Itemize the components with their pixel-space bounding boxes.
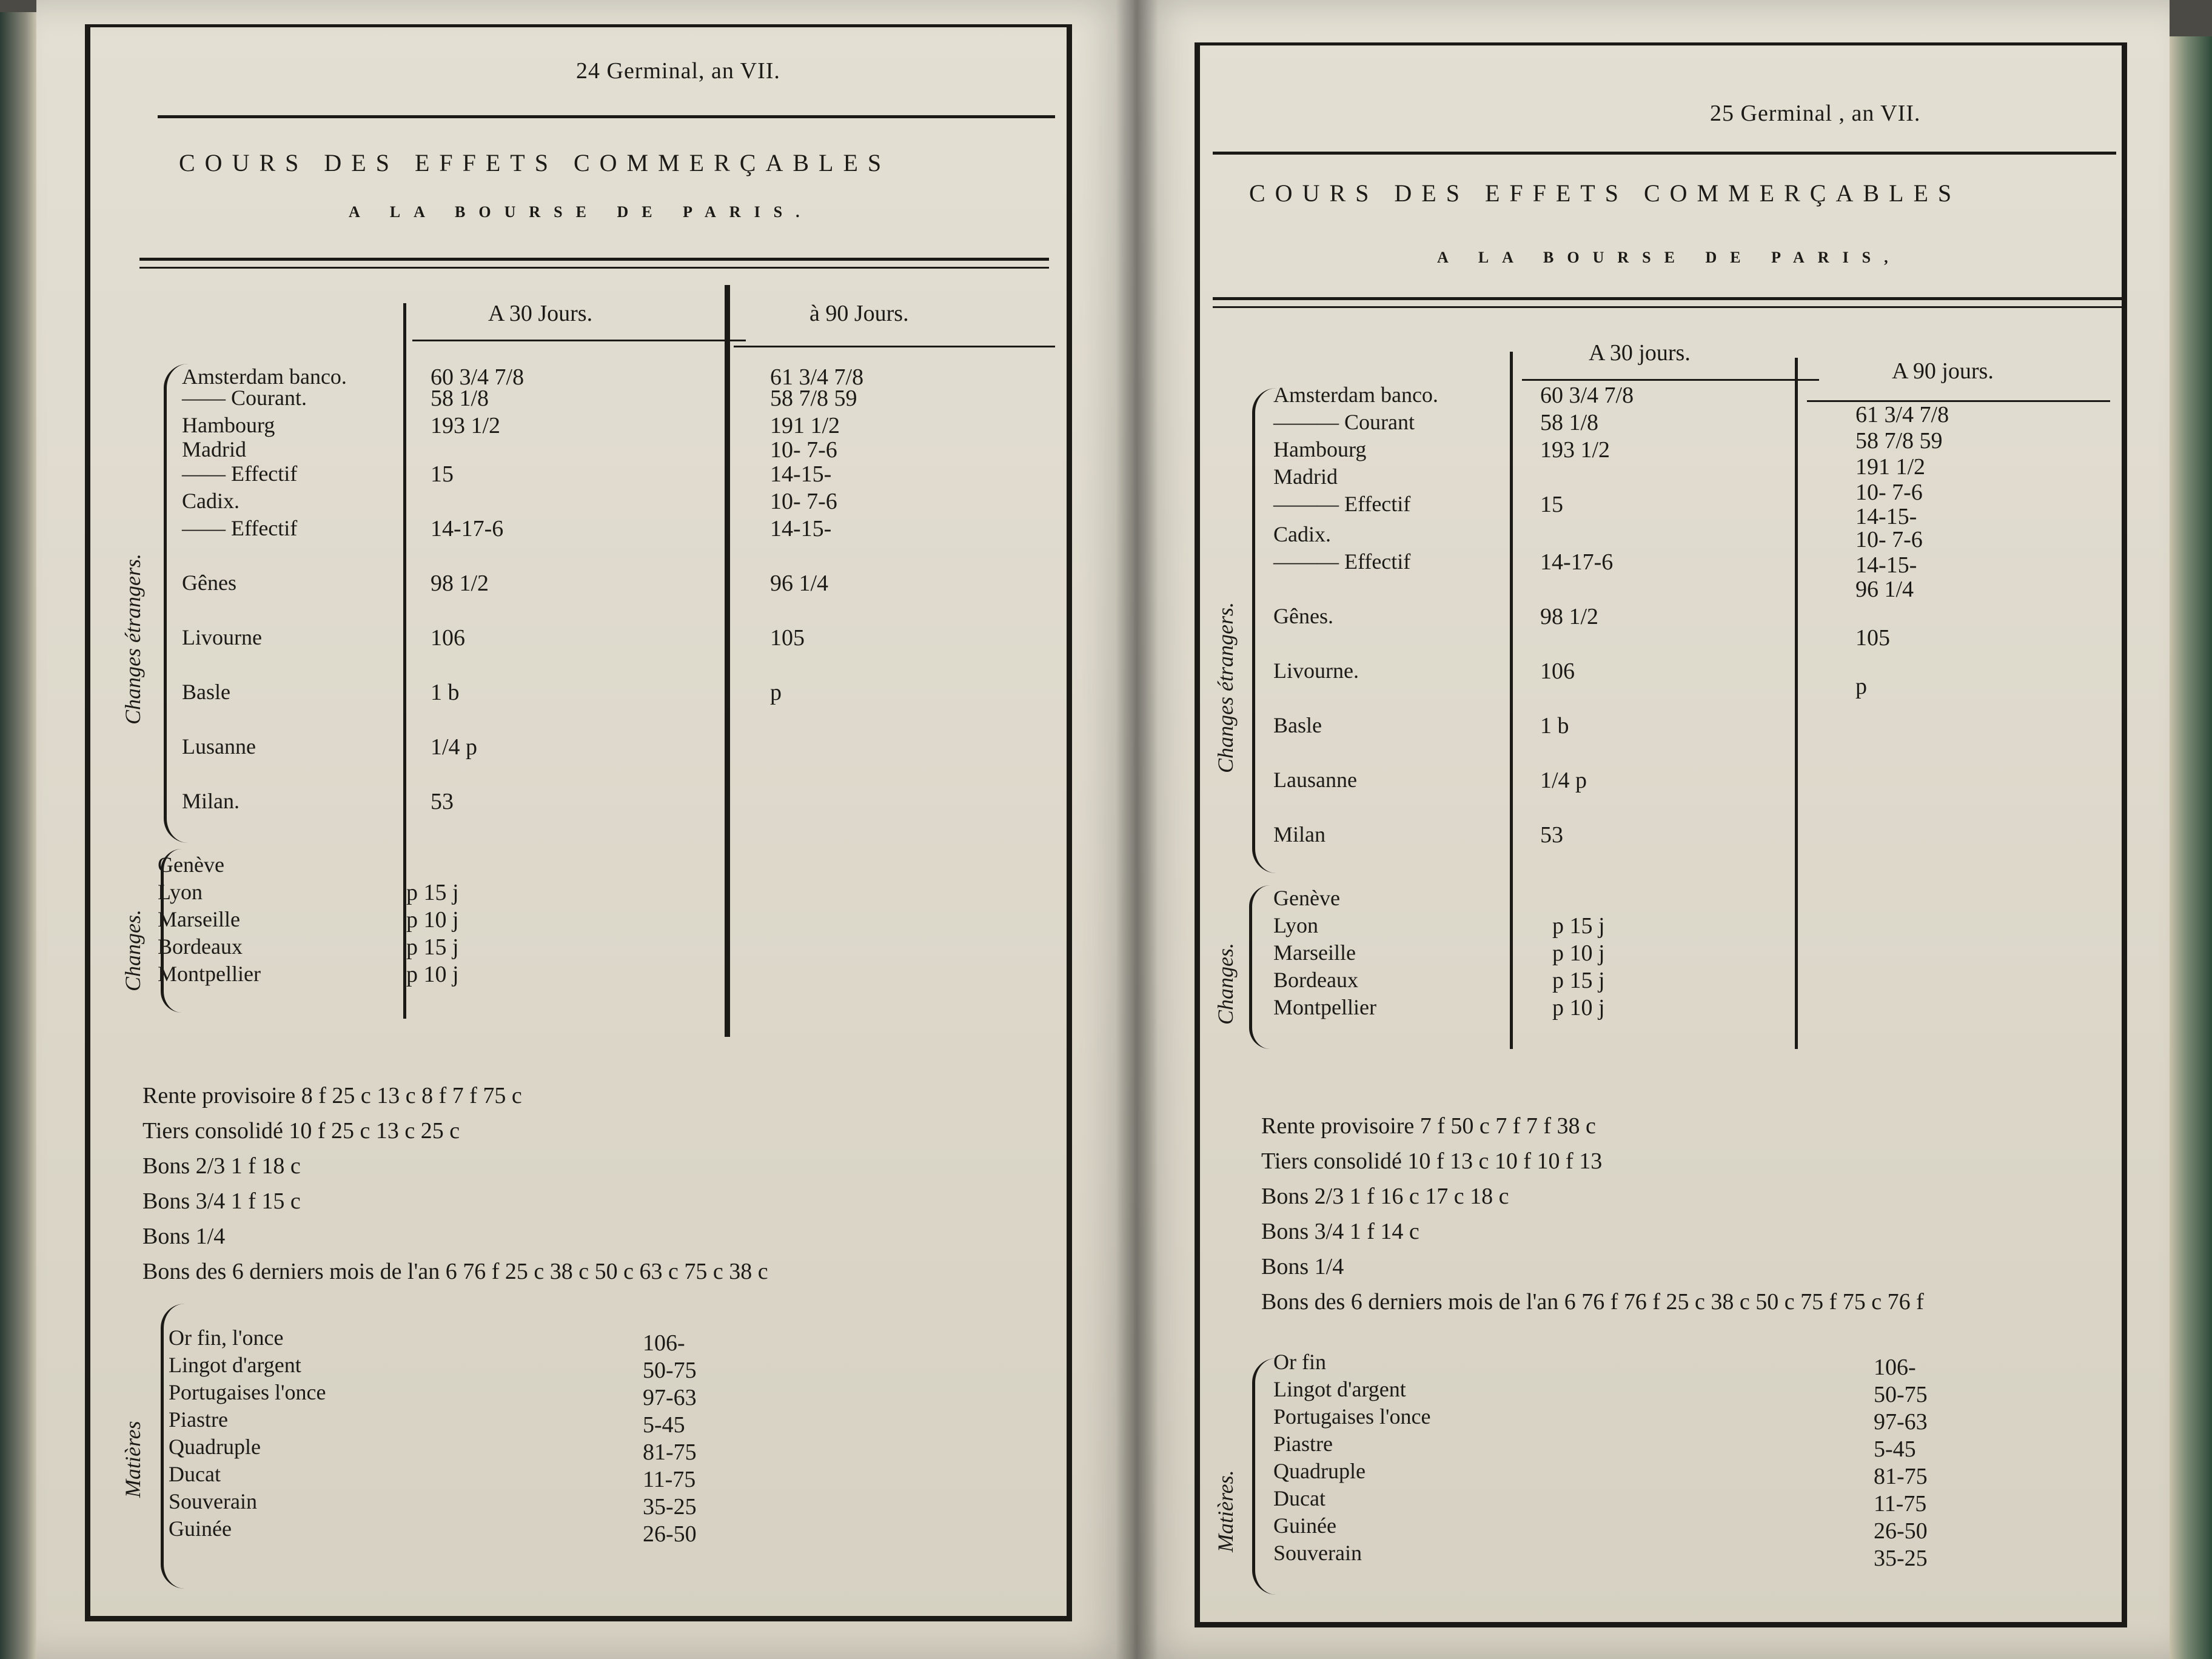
- exchange-value-90: 10- 7-6: [1855, 527, 1923, 552]
- exchange-label: Milan.: [182, 789, 240, 813]
- exchange-label: —— Courant.: [182, 386, 307, 410]
- matiere-label: Guinée: [169, 1517, 232, 1541]
- right-col-30-header: A 30 jours.: [1589, 340, 1691, 366]
- exchange-label: Basle: [1273, 713, 1322, 737]
- matiere-label: Souverain: [1273, 1541, 1362, 1565]
- matiere-value: 26-50: [1874, 1518, 1928, 1544]
- rente-line: Bons des 6 derniers mois de l'an 6 76 f 76 f 25 c 38 c 50 c 75 f 75 c 76 f: [1261, 1289, 1924, 1315]
- left-rule-top: [158, 115, 1055, 118]
- domestic-label: Genève: [1273, 886, 1340, 910]
- right-rule-top: [1213, 152, 2116, 155]
- rente-line: Rente provisoire 7 f 50 c 7 f 7 f 38 c: [1261, 1113, 1596, 1139]
- matiere-label: Quadruple: [169, 1435, 261, 1459]
- exchange-label: Cadix.: [182, 489, 240, 513]
- exchange-label: Livourne: [182, 625, 262, 649]
- exchange-value-90: 96 1/4: [770, 571, 829, 596]
- left-col-90-rule: [734, 346, 1055, 347]
- matiere-value: 50-75: [643, 1358, 697, 1383]
- domestic-label: Montpellier: [1273, 995, 1376, 1019]
- matiere-value: 81-75: [1874, 1464, 1928, 1489]
- right-subtitle: A LA BOURSE DE PARIS,: [1437, 249, 1902, 266]
- matiere-value: 5-45: [643, 1412, 685, 1438]
- exchange-value-30: 58 1/8: [431, 386, 489, 411]
- domestic-value-30: p 15 j: [406, 934, 459, 960]
- matiere-value: 26-50: [643, 1521, 697, 1547]
- left-side-label-changes: Changes.: [121, 910, 145, 991]
- exchange-value-90: 61 3/4 7/8: [770, 364, 864, 390]
- rente-line: Bons 1/4: [1261, 1254, 1344, 1279]
- domestic-label: Marseille: [1273, 940, 1356, 965]
- exchange-value-30: 14-17-6: [431, 516, 504, 541]
- right-col-divider-1: [1510, 352, 1513, 1049]
- matiere-label: Portugaises l'once: [169, 1380, 326, 1404]
- exchange-value-30: 98 1/2: [1540, 604, 1599, 629]
- right-side-label-changes: Changes.: [1213, 943, 1238, 1025]
- left-rule-title-2: [139, 267, 1049, 269]
- left-col-divider-2: [725, 285, 730, 1037]
- domestic-value-30: p 10 j: [406, 962, 459, 987]
- exchange-value-30: 15: [1540, 492, 1563, 517]
- matiere-label: Or fin, l'once: [169, 1326, 284, 1350]
- left-col-90-header: à 90 Jours.: [809, 301, 909, 326]
- matiere-label: Portugaises l'once: [1273, 1404, 1431, 1429]
- domestic-label: Bordeaux: [158, 934, 243, 959]
- matiere-value: 106-: [1874, 1355, 1916, 1380]
- exchange-value-90: 10- 7-6: [770, 489, 837, 514]
- rente-line: Bons 2/3 1 f 18 c: [142, 1153, 301, 1179]
- right-col-30-rule: [1522, 379, 1819, 381]
- domestic-label: Bordeaux: [1273, 968, 1358, 992]
- right-rule-title: [1213, 297, 2122, 300]
- exchange-label: Madrid: [182, 437, 246, 461]
- exchange-value-90: 191 1/2: [1855, 454, 1926, 480]
- exchange-value-30: 1 b: [1540, 713, 1569, 739]
- exchange-label: Lausanne: [1273, 768, 1357, 792]
- exchange-value-90: 10- 7-6: [1855, 480, 1923, 505]
- exchange-label: Milan: [1273, 822, 1326, 846]
- matiere-label: Quadruple: [1273, 1459, 1366, 1483]
- exchange-label: Madrid: [1273, 464, 1338, 489]
- exchange-label: Amsterdam banco.: [1273, 383, 1438, 407]
- rente-line: Bons 3/4 1 f 14 c: [1261, 1219, 1419, 1244]
- matiere-label: Piastre: [1273, 1432, 1333, 1456]
- right-col-90-rule: [1807, 400, 2110, 402]
- matiere-value: 81-75: [643, 1439, 697, 1465]
- exchange-value-90: 105: [770, 625, 805, 651]
- rente-line: Tiers consolidé 10 f 25 c 13 c 25 c: [142, 1118, 460, 1144]
- exchange-value-30: 1 b: [431, 680, 460, 705]
- exchange-value-30: 193 1/2: [431, 413, 501, 438]
- exchange-value-90: p: [1855, 674, 1867, 699]
- right-col-90-header: A 90 jours.: [1892, 358, 1994, 384]
- domestic-value-30: p 10 j: [406, 907, 459, 933]
- exchange-label: Lusanne: [182, 734, 256, 759]
- domestic-label: Lyon: [1273, 913, 1319, 937]
- exchange-label: ——— Effectif: [1273, 549, 1411, 574]
- domestic-value-30: p 10 j: [1552, 995, 1605, 1021]
- exchange-value-90: 10- 7-6: [770, 437, 837, 463]
- exchange-label: Cadix.: [1273, 522, 1331, 546]
- matiere-value: 11-75: [643, 1467, 696, 1492]
- rente-line: Bons 2/3 1 f 16 c 17 c 18 c: [1261, 1184, 1509, 1209]
- rente-line: Bons 1/4: [142, 1224, 226, 1249]
- matiere-label: Lingot d'argent: [1273, 1377, 1406, 1401]
- matiere-value: 97-63: [1874, 1409, 1928, 1435]
- exchange-value-30: 60 3/4 7/8: [431, 364, 525, 390]
- matiere-value: 35-25: [1874, 1546, 1928, 1571]
- exchange-label: Gênes: [182, 571, 236, 595]
- matiere-value: 106-: [643, 1330, 685, 1356]
- matiere-label: Or fin: [1273, 1350, 1326, 1374]
- exchange-label: Hambourg: [1273, 437, 1367, 461]
- exchange-value-90: 14-15-: [1855, 504, 1917, 529]
- exchange-value-90: 14-15-: [770, 461, 832, 487]
- matiere-label: Piastre: [169, 1407, 228, 1432]
- rente-line: Rente provisoire 8 f 25 c 13 c 8 f 7 f 75 c: [142, 1083, 522, 1108]
- right-title: COURS DES EFFETS COMMERÇABLES: [1249, 179, 1962, 207]
- right-col-divider-2: [1795, 358, 1798, 1049]
- exchange-value-30: 15: [431, 461, 454, 487]
- exchange-value-90: 14-15-: [1855, 552, 1917, 578]
- left-title: COURS DES EFFETS COMMERÇABLES: [179, 149, 891, 176]
- exchange-value-90: 61 3/4 7/8: [1855, 402, 1949, 427]
- book-left-edge: [0, 12, 36, 1659]
- exchange-label: ——— Effectif: [1273, 492, 1411, 516]
- exchange-value-30: 1/4 p: [431, 734, 478, 760]
- book-right-edge: [2170, 36, 2212, 1659]
- matiere-label: Guinée: [1273, 1513, 1336, 1538]
- matiere-value: 35-25: [643, 1494, 697, 1520]
- exchange-value-30: 1/4 p: [1540, 768, 1587, 793]
- left-page-date: 24 Germinal, an VII.: [576, 58, 780, 84]
- exchange-value-30: 193 1/2: [1540, 437, 1610, 463]
- domestic-value-30: p 15 j: [406, 880, 459, 905]
- left-rule-title: [139, 258, 1049, 261]
- exchange-value-30: 58 1/8: [1540, 410, 1599, 435]
- exchange-label: Basle: [182, 680, 230, 704]
- left-side-label-etrangers: Changes étrangers.: [121, 554, 145, 725]
- exchange-value-30: 98 1/2: [431, 571, 489, 596]
- exchange-label: Hambourg: [182, 413, 275, 437]
- left-side-label-matieres: Matières: [121, 1421, 145, 1498]
- domestic-value-30: p 10 j: [1552, 940, 1605, 966]
- left-col-30-rule: [412, 340, 746, 341]
- right-brace-changes: [1249, 885, 1270, 1049]
- exchange-value-90: 105: [1855, 625, 1890, 651]
- left-col-30-header: A 30 Jours.: [488, 301, 593, 326]
- exchange-label: Gênes.: [1273, 604, 1333, 628]
- matiere-value: 50-75: [1874, 1382, 1928, 1407]
- domestic-label: Lyon: [158, 880, 203, 904]
- exchange-value-90: p: [770, 680, 782, 705]
- right-page: [1134, 0, 2170, 1659]
- matiere-value: 97-63: [643, 1385, 697, 1410]
- rente-line: Bons des 6 derniers mois de l'an 6 76 f 25 c 38 c 50 c 63 c 75 c 38 c: [142, 1259, 768, 1284]
- exchange-value-30: 53: [431, 789, 454, 814]
- right-side-label-matieres: Matières.: [1213, 1470, 1238, 1552]
- domestic-label: Montpellier: [158, 962, 261, 986]
- left-subtitle: A LA BOURSE DE PARIS.: [349, 203, 813, 221]
- domestic-value-30: p 15 j: [1552, 913, 1605, 939]
- right-page-date: 25 Germinal , an VII.: [1710, 101, 1921, 126]
- matiere-value: 5-45: [1874, 1436, 1916, 1462]
- exchange-label: —— Effectif: [182, 461, 298, 486]
- exchange-value-30: 14-17-6: [1540, 549, 1614, 575]
- exchange-label: ——— Courant: [1273, 410, 1415, 434]
- book-gutter: [1116, 0, 1158, 1659]
- matiere-label: Ducat: [1273, 1486, 1326, 1510]
- matiere-value: 11-75: [1874, 1491, 1927, 1517]
- exchange-label: —— Effectif: [182, 516, 298, 540]
- exchange-value-30: 106: [1540, 659, 1575, 684]
- right-rule-title-2: [1213, 306, 2122, 308]
- rente-line: Bons 3/4 1 f 15 c: [142, 1188, 301, 1214]
- exchange-value-30: 60 3/4 7/8: [1540, 383, 1634, 408]
- right-side-label-etrangers: Changes étrangers.: [1213, 602, 1238, 773]
- exchange-value-90: 191 1/2: [770, 413, 840, 438]
- exchange-value-90: 96 1/4: [1855, 577, 1914, 602]
- rente-line: Tiers consolidé 10 f 13 c 10 f 10 f 13: [1261, 1148, 1603, 1174]
- left-page: [36, 0, 1134, 1659]
- exchange-value-90: 14-15-: [770, 516, 832, 541]
- exchange-value-90: 58 7/8 59: [770, 386, 857, 411]
- domestic-label: Genève: [158, 853, 224, 877]
- matiere-label: Souverain: [169, 1489, 257, 1513]
- exchange-label: Amsterdam banco.: [182, 364, 347, 389]
- right-brace-matieres: [1252, 1358, 1276, 1595]
- exchange-value-90: 58 7/8 59: [1855, 428, 1943, 454]
- domestic-value-30: p 15 j: [1552, 968, 1605, 993]
- matiere-label: Ducat: [169, 1462, 221, 1486]
- exchange-value-30: 53: [1540, 822, 1563, 848]
- exchange-label: Livourne.: [1273, 659, 1359, 683]
- matiere-label: Lingot d'argent: [169, 1353, 301, 1377]
- exchange-value-30: 106: [431, 625, 465, 651]
- domestic-label: Marseille: [158, 907, 240, 931]
